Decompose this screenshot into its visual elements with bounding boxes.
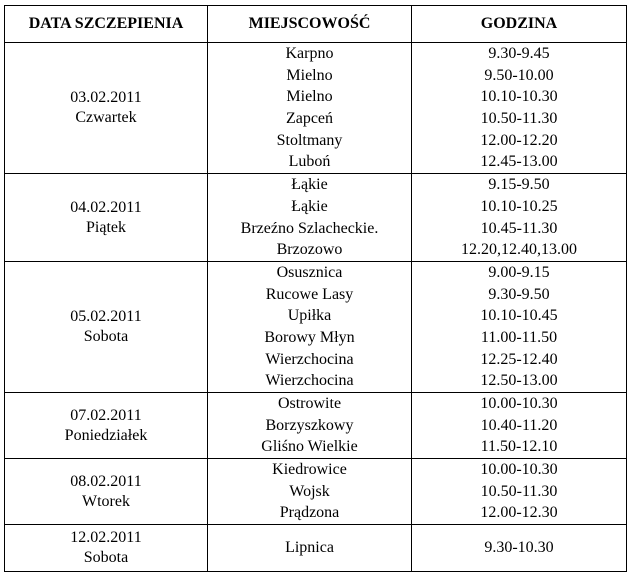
- vaccination-date: 12.02.2011: [70, 529, 142, 547]
- places-cell: [208, 393, 412, 459]
- time-range: 10.45-11.30: [480, 219, 558, 237]
- times-cell: [412, 393, 627, 459]
- time-range: 10.10-10.30: [480, 88, 558, 106]
- place-name: Ostrowite: [277, 395, 342, 412]
- header-place: MIEJSCOWOŚĆ: [208, 6, 412, 43]
- place-name: Wierzchocina: [265, 372, 354, 390]
- times-cell: [412, 261, 627, 392]
- place-name: Zapceń: [285, 110, 334, 128]
- table-row: [5, 174, 627, 262]
- header-row: [5, 6, 627, 43]
- time-range: 11.50-12.10: [480, 438, 558, 456]
- date-cell: [5, 43, 208, 174]
- time-range: 9.00-9.15: [488, 263, 550, 281]
- place-name: Brzeźno Szlacheckie.: [240, 219, 379, 237]
- place-name: Luboń: [288, 153, 331, 171]
- place-name: Łąkie: [291, 197, 328, 215]
- date-cell: [5, 261, 208, 392]
- place-name: Brzozowo: [276, 241, 343, 259]
- vaccination-date: 03.02.2011: [70, 89, 142, 107]
- place-name: Osusznica: [276, 263, 343, 281]
- place-name: Wierzchocina: [265, 350, 354, 368]
- time-range: 9.15-9.50: [488, 176, 550, 194]
- time-range: 10.50-11.30: [480, 482, 558, 500]
- time-range: 10.00-10.30: [480, 461, 558, 479]
- place-name: Prądzona: [279, 504, 340, 522]
- place-name: Łąkie: [291, 176, 328, 194]
- time-range: 9.30-9.50: [488, 285, 550, 303]
- place-name: Rucowe Lasy: [265, 285, 354, 303]
- places-cell: [208, 174, 412, 262]
- weekday: Wtorek: [82, 492, 130, 510]
- time-range: 12.00-12.20: [480, 131, 558, 149]
- places-cell: [208, 525, 412, 572]
- time-range: 10.50-11.30: [480, 110, 558, 128]
- weekday: Sobota: [83, 549, 129, 567]
- time-range: 9.30-9.45: [488, 45, 550, 62]
- time-range: 9.50-10.00: [484, 66, 554, 84]
- time-range: 10.10-10.45: [480, 307, 558, 325]
- times-cell: [412, 43, 627, 174]
- place-name: Mielno: [286, 66, 333, 84]
- table-row: [5, 261, 627, 392]
- weekday: Poniedziałek: [64, 426, 148, 444]
- place-name: Mielno: [286, 88, 333, 106]
- times-cell: [412, 525, 627, 572]
- place-name: Kiedrowice: [272, 461, 347, 479]
- vaccination-date: 08.02.2011: [70, 472, 142, 490]
- date-cell: [5, 393, 208, 459]
- time-range: 10.00-10.30: [480, 395, 558, 412]
- place-name: Upiłka: [287, 307, 332, 325]
- place-name: Stoltmany: [276, 131, 343, 149]
- places-cell: [208, 459, 412, 525]
- places-cell: [208, 43, 412, 174]
- table-row: [5, 459, 627, 525]
- time-range: 9.30-10.30: [484, 539, 554, 557]
- table-row: [5, 393, 627, 459]
- weekday: Sobota: [83, 327, 129, 345]
- time-range: 12.50-13.00: [480, 372, 558, 390]
- vaccination-date: 05.02.2011: [70, 307, 142, 325]
- times-cell: [412, 459, 627, 525]
- table-row: [5, 525, 627, 572]
- time-range: 11.00-11.50: [480, 328, 558, 346]
- header-time: GODZINA: [412, 6, 627, 43]
- table-body: [5, 43, 627, 572]
- place-name: Borzyszkowy: [265, 416, 354, 434]
- place-name: Gliśno Wielkie: [261, 438, 358, 456]
- time-range: 12.00-12.30: [480, 504, 558, 522]
- date-cell: [5, 525, 208, 572]
- time-range: 12.25-12.40: [480, 350, 558, 368]
- place-name: Lipnica: [285, 539, 334, 557]
- time-range: 10.10-10.25: [480, 197, 558, 215]
- table-header: [5, 6, 627, 43]
- place-name: Karpno: [285, 45, 334, 62]
- time-range: 12.45-13.00: [480, 153, 558, 171]
- times-cell: [412, 174, 627, 262]
- vaccination-schedule-table: [4, 5, 627, 572]
- date-cell: [5, 459, 208, 525]
- table-row: [5, 43, 627, 174]
- weekday: Piątek: [86, 218, 126, 236]
- vaccination-date: 07.02.2011: [70, 406, 142, 424]
- places-cell: [208, 261, 412, 392]
- place-name: Borowy Młyn: [264, 328, 355, 346]
- weekday: Czwartek: [75, 109, 137, 127]
- time-range: 12.20,12.40,13.00: [461, 241, 577, 259]
- date-cell: [5, 174, 208, 262]
- place-name: Wojsk: [289, 482, 330, 500]
- header-date: DATA SZCZEPIENIA: [5, 6, 208, 43]
- time-range: 10.40-11.20: [480, 416, 558, 434]
- vaccination-date: 04.02.2011: [70, 198, 142, 216]
